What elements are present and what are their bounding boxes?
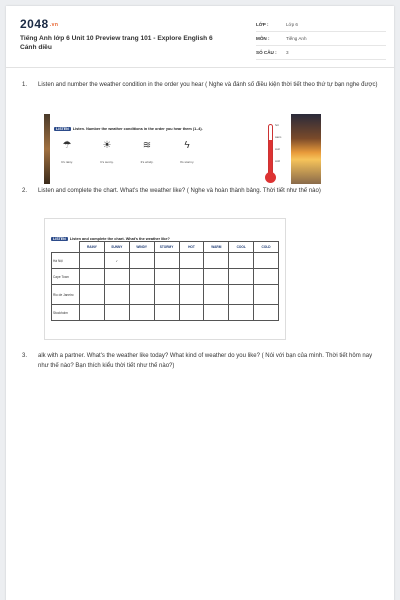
listen-tag: LISTEN: [56, 127, 69, 131]
city-cell: Hà Nội: [52, 253, 80, 269]
table-cell: [229, 305, 254, 321]
question-text: Listen and complete the chart. What's the weather like? ( Nghe và hoàn thành bảng. Thời tiết như thế nào): [38, 188, 321, 194]
table-cell: [254, 285, 279, 305]
table-cell: [104, 269, 129, 285]
city-cell: Cape Town: [52, 269, 80, 285]
table-cell: [229, 269, 254, 285]
logo-text: 2048: [20, 17, 49, 31]
table-header-row: [52, 242, 279, 253]
figure-side-strip: [44, 114, 50, 184]
thermo-label-cold: cold: [275, 160, 280, 163]
question-number: 3.: [22, 353, 28, 359]
question-2: [22, 186, 382, 196]
column-header: RAINY: [80, 242, 105, 253]
listen-tag: LISTEN: [53, 237, 66, 241]
question-1: [22, 80, 382, 90]
caption-sunny: It's sunny.: [100, 160, 114, 164]
site-logo[interactable]: [20, 17, 58, 31]
weather-conditions-figure: [44, 114, 322, 184]
meta-value: 3: [286, 50, 289, 55]
table-row: [52, 253, 279, 269]
column-header: COLD: [254, 242, 279, 253]
meta-row-subject: [256, 32, 386, 46]
instruction-text: Listen and complete the chart. What's the weather like?: [69, 237, 170, 241]
weather-chart-table: [51, 241, 279, 321]
column-header: STORMY: [154, 242, 179, 253]
check-mark: ✓: [104, 253, 129, 269]
question-number: 2.: [22, 188, 28, 194]
logo-suffix: .vn: [49, 22, 59, 28]
thermo-label-warm: warm: [275, 136, 282, 139]
meta-row-class: [256, 18, 386, 32]
table-cell: [80, 305, 105, 321]
table-cell: [179, 253, 204, 269]
column-header: SUNNY: [104, 242, 129, 253]
table-cell: [104, 285, 129, 305]
table-cell: [80, 285, 105, 305]
column-header: HOT: [179, 242, 204, 253]
meta-value: Tiếng Anh: [286, 36, 307, 41]
table-cell: [204, 305, 229, 321]
sun-icon: ☀: [102, 140, 112, 151]
table-row: [52, 269, 279, 285]
table-cell: [204, 285, 229, 305]
table-cell: [254, 305, 279, 321]
document-page: [6, 6, 394, 600]
city-cell: Rio de Janeiro: [52, 285, 80, 305]
figure-instruction: [54, 117, 254, 135]
question-3: [22, 351, 382, 371]
city-cell: Stockholm: [52, 305, 80, 321]
document-title: Tiếng Anh lớp 6 Unit 10 Preview trang 101 - Explore English 6 Cánh diều: [20, 35, 213, 51]
table-row: [52, 285, 279, 305]
instruction-text: Listen. Number the weather conditions in the order you hear them (1–4).: [72, 127, 203, 131]
table-cell: [154, 285, 179, 305]
table-cell: [154, 305, 179, 321]
table-cell: [204, 253, 229, 269]
question-text: alk with a partner. What's the weather like today? What kind of weather do you like? ( Nói với bạn của mình. Thời tiết hôm nay như thế nào? Bạn thích kiểu thời tiết như thế nào?): [38, 353, 373, 369]
table-cell: [129, 253, 154, 269]
thermometer-icon: [268, 124, 273, 176]
meta-value: Lớp 6: [286, 22, 298, 27]
table-cell: [179, 305, 204, 321]
table-cell: [80, 269, 105, 285]
column-header: WINDY: [129, 242, 154, 253]
table-row: [52, 305, 279, 321]
table-cell: [129, 285, 154, 305]
sunset-photo: [291, 114, 321, 184]
meta-key: SỐ CÂU :: [256, 50, 277, 55]
meta-row-count: [256, 46, 386, 60]
table-cell: [229, 285, 254, 305]
thermo-label-hot: hot: [275, 124, 279, 127]
caption-windy: It's windy.: [140, 160, 154, 164]
table-cell: [254, 269, 279, 285]
question-text: Listen and number the weather condition in the order you hear ( Nghe và đánh số điều kiện thời tiết theo thứ tự bạn nghe được): [38, 82, 378, 88]
table-cell: [254, 253, 279, 269]
thermometer-bulb: [265, 172, 276, 183]
meta-table: [256, 18, 386, 60]
thermo-label-cool: cool: [275, 148, 280, 151]
column-header: WARM: [204, 242, 229, 253]
question-number: 1.: [22, 82, 28, 88]
document-header: [6, 6, 394, 68]
header-city-cell: [52, 242, 80, 253]
meta-key: LỚP :: [256, 22, 269, 27]
wind-icon: ≋: [142, 140, 152, 151]
table-cell: [129, 305, 154, 321]
table-cell: [204, 269, 229, 285]
table-cell: [179, 285, 204, 305]
caption-rainy: It's rainy.: [61, 160, 73, 164]
table-cell: [129, 269, 154, 285]
table-cell: [80, 253, 105, 269]
table-cell: [154, 269, 179, 285]
table-cell: [104, 305, 129, 321]
caption-stormy: It's stormy.: [179, 160, 195, 164]
table-cell: [154, 253, 179, 269]
rain-cloud-icon: ☂: [62, 140, 72, 151]
table-cell: [179, 269, 204, 285]
weather-chart-figure: [44, 218, 286, 340]
column-header: COOL: [229, 242, 254, 253]
storm-icon: ϟ: [184, 140, 190, 151]
table-cell: [229, 253, 254, 269]
meta-key: MÔN :: [256, 36, 270, 41]
